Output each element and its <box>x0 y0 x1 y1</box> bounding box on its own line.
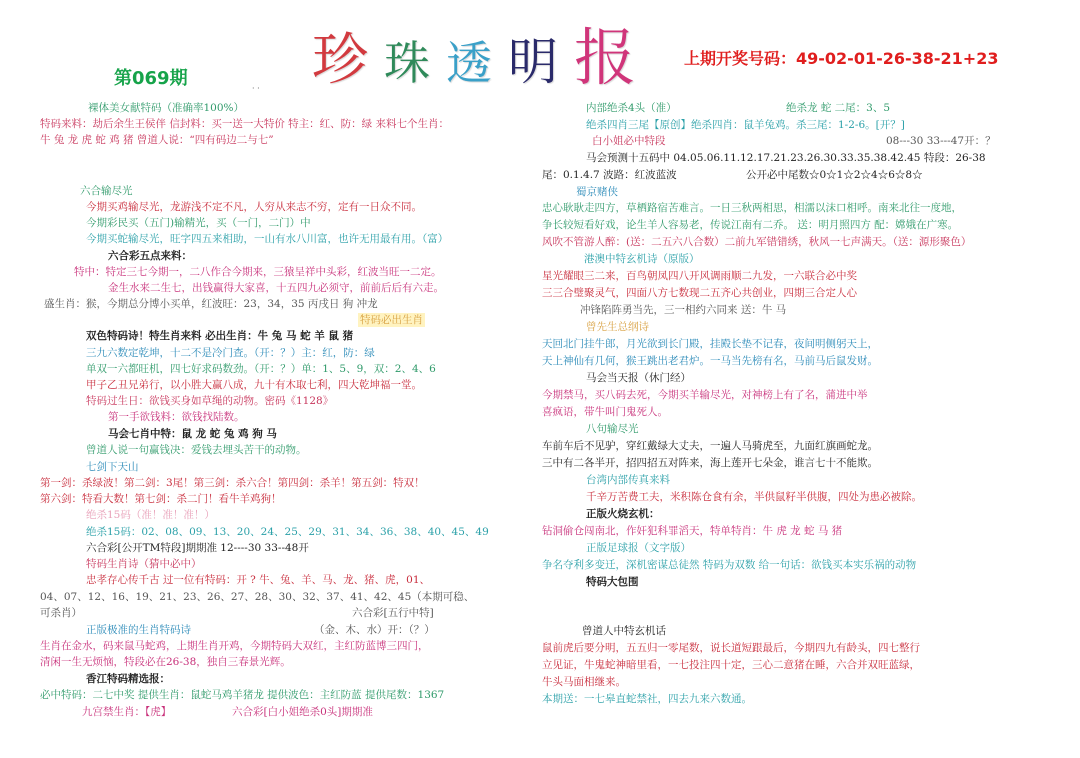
right-line-8: 争长较短看好戏，论生羊人容易老，传说江南有二乔。 送：明月照四方 配：嫦娥在广寒。 <box>542 219 959 231</box>
left-line-33: （金、木、水）开：（？） <box>314 624 435 636</box>
left-line-13: 双色特码诗！特生肖来料 必出生肖：牛 兔 马 蛇 羊 鼠 猪 <box>86 330 354 342</box>
right-line-18: 今期禁马，买八码去死，今期买羊输尽光，对神榜上有了名，蒲进中举 <box>542 389 868 401</box>
left-line-23: 第六剑：特看大数！第七剑：杀二门！看牛羊鸡狗！ <box>40 493 282 505</box>
title-char-1: 珍 <box>312 28 370 93</box>
right-line-4: 马会预测十五码中 04.05.06.11.12.17.21.23.26.30.33.35.38.42.45 特段：26-38 <box>586 152 986 164</box>
left-line-4: 六合输尽光 <box>80 185 133 197</box>
left-line-29: 04、07、12、16、19、21、23、26、27、28、30、32、37、41、42、45（本期可稳、 <box>40 591 475 603</box>
left-line-11: 盛生肖：猴，今期总分博小买单，红波旺：23，34，35 丙戌日 狗 冲龙 <box>44 298 378 310</box>
left-line-37: 必中特码：二七中奖 提供生肖：鼠蛇马鸡羊猪龙 提供波色：主红防蓝 提供尾数：1367 <box>40 689 445 701</box>
left-line-1: 裸体美女献特码（准确率100%） <box>88 102 245 114</box>
left-line-38: 九宫禁生肖：【虎】 <box>82 706 172 718</box>
right-line-3a: 白小姐必中特段 <box>592 135 666 147</box>
left-line-15: 单双一六都旺机，四七好求码数劲。（开：？）单：1、5、9，双：2、4、6 <box>86 363 436 375</box>
right-line-33: 牛头马面相继来。 <box>542 676 626 688</box>
left-line-6: 今期彩民买（五门)输精光，买（一门，二门）中 <box>86 217 311 229</box>
decorative-dots: · · <box>252 84 260 93</box>
last-draw-numbers: 上期开奖号码：49-02-01-26-38-21+23 <box>684 49 999 68</box>
right-line-25: 正版火烧玄机： <box>586 508 660 520</box>
right-line-7: 忠心耿耿走四方，草栖路宿苦难言。一日三秋两相思，相濡以沫口相呼。南来北往一度地， <box>542 202 962 214</box>
right-line-27: 正版足球报（文字版） <box>586 542 691 554</box>
left-line-2: 特码来料：劫后余生王侯伴 信封料：买一送一大特价 特主：红、防：绿 来料七个生肖： <box>40 118 450 130</box>
right-line-2: 绝杀四肖三尾【原创】绝杀四肖：鼠羊兔鸡。杀三尾：1-2-6。[开？] <box>586 119 905 131</box>
right-line-23: 台湾内部传真来料 <box>586 474 670 486</box>
left-line-30: 可杀肖） <box>40 607 82 619</box>
right-line-20: 八句输尽光 <box>586 423 639 435</box>
right-line-3b: 08---30 33---47开：？ <box>886 135 996 147</box>
left-line-12: 特码必出生肖 <box>360 314 423 326</box>
title-char-4: 明 <box>508 33 560 91</box>
left-line-3: 牛 兔 龙 虎 蛇 鸡 猪 曾道人说：“四有码边二与七” <box>40 134 274 146</box>
left-line-18: 第一手欲钱料：欲钱找陆数。 <box>108 411 245 423</box>
right-line-15: 天回北门挂牛郎，月光欲到长门殿，挂殿长垫不记春，夜间明侧躬天上， <box>542 338 878 350</box>
left-line-28: 忠孝存心传千古 过一位有特码：开 ? 牛、兔、羊、马、龙、猪、虎，01、 <box>86 574 431 586</box>
right-line-14: 曾先生总纲诗 <box>586 321 649 333</box>
right-line-34: 本期送：一七皋直蛇禁社，四去九来六数通。 <box>542 693 752 705</box>
title-char-3: 透 <box>446 36 494 90</box>
left-line-34: 生肖在金水，码来鼠马蛇鸡，上期生肖开鸡，今期特码大双红，主红防蓝博三四门， <box>40 640 429 652</box>
right-line-9: 风吹不管游人醉：(送：二五六八合数）二前九军错错绣，秋风一七声满天。（送：源形聚色） <box>542 236 972 248</box>
right-line-32: 立见证，牛鬼蛇神暗里看，一七投注四十定，三心二意猪在睡，六合并双旺蓝绿， <box>542 659 920 671</box>
right-line-5b: 公开必中尾数☆0☆1☆2☆4☆6☆8☆ <box>746 169 923 181</box>
left-line-32: 正版极准的生肖特码诗 <box>86 624 191 636</box>
newspaper-title <box>312 21 652 94</box>
left-line-22: 第一剑：杀绿波！第二剑：3尾！第三剑：杀六合！第四剑：杀羊！第五剑：特双！ <box>40 477 425 489</box>
left-line-8: 六合彩五点来料： <box>108 250 192 262</box>
left-line-31: 六合彩[五行中特] <box>352 607 434 619</box>
issue-number: 第069期 <box>114 68 188 89</box>
left-line-21: 七剑下天山 <box>86 461 139 473</box>
left-line-16: 甲子乙丑兄弟行，以小胜大赢八成，九十有木取七利，四大乾坤福一堂。 <box>86 379 422 391</box>
right-line-21: 车前车后不见驴，穿红戴绿大丈夫，一遍人马骑虎至，九面红旗画蛇龙。 <box>542 440 878 452</box>
right-line-13: 冲锋陷阵勇当先，三一相约六同来 送：牛 马 <box>580 304 787 316</box>
left-line-26: 六合彩[公开TM特段]期期准 12----30 33--48开 <box>86 542 309 554</box>
right-line-16: 天上神仙有几何，猴王跳出老君炉。一马当先榜有名，马前马后鼠发财。 <box>542 355 878 367</box>
right-line-30: 曾道人中特玄机话 <box>582 625 666 637</box>
left-line-19: 马会七肖中特：鼠 龙 蛇 兔 鸡 狗 马 <box>108 428 277 440</box>
right-line-5a: 尾：0.1.4.7 波路：红波蓝波 <box>542 169 677 181</box>
right-line-22: 三中有二各半开，招四招五对阵来，海上莲开七朵金，谁言七十不能欺。 <box>542 457 878 469</box>
left-line-9: 特中：特定三七今期一，二八作合今期来，三猿呈祥中头彩，红波当旺一二定。 <box>74 266 442 278</box>
right-line-1b: 绝杀龙 蛇 二尾：3、5 <box>786 102 891 114</box>
right-line-31: 鼠前虎后要分明，五五归一零尾数，说长道短跟最后，今期四九有龄头，四七整行 <box>542 642 920 654</box>
right-line-6: 蜀京赌侠 <box>576 186 618 198</box>
left-line-35: 清闲一生无烦恼，特段必在26-38，独自三春景光辉。 <box>40 656 291 668</box>
right-line-24: 千辛万苦费工夫，米积陈仓食有余，半供鼠籽半供腹，四处为患必被除。 <box>586 491 922 503</box>
right-line-19: 喜疯语，带牛叫门鬼死人。 <box>542 406 668 418</box>
left-line-7: 今期买蛇输尽光，旺字四五来相助，一山有水八川富，也许无用最有用。（富） <box>86 233 449 245</box>
right-line-28: 争名夺利多变迁，深机密谋总徒然 特码为双数 给一句话：欲钱买本实乐祸的动物 <box>542 559 917 571</box>
left-line-20: 曾道人说一句赢钱决：爱钱去埋头苦干的动物。 <box>86 444 307 456</box>
right-line-11: 星光耀眼三二来，百鸟朝凤四八开风调雨顺二九发，一六联合必中奖 <box>542 270 857 282</box>
left-line-5: 今期买鸡输尽光，龙游浅不定不凡，人穷从来志不穷，定有一日众不同。 <box>86 201 422 213</box>
right-line-1a: 内部绝杀4头（准） <box>586 102 677 114</box>
right-line-29: 特码大包围 <box>586 576 639 588</box>
left-line-25: 绝杀15码：02、08、09、13、20、24、25、29、31、34、36、38、40、45、49 <box>86 526 489 538</box>
title-char-2: 珠 <box>384 36 432 90</box>
left-line-36: 香江特码精选报： <box>86 673 170 685</box>
left-line-39: 六合彩[白小姐绝杀0头]期期准 <box>232 706 373 718</box>
title-char-5: 报 <box>574 21 639 94</box>
right-line-26: 钻洞偷仓闯南北，作奸犯科罪滔天，特单特肖：牛 虎 龙 蛇 马 猪 <box>542 525 843 537</box>
left-line-10: 金生水来二生七，出钱赢得大家喜，十五四九必须守，前前后后有六走。 <box>108 282 444 294</box>
right-line-12: 三三合璧聚灵气，四面八方七数现二五齐心共创业，四期三合定人心 <box>542 287 857 299</box>
right-line-17: 马会当天报（休门经） <box>586 372 691 384</box>
right-line-10: 港澳中特玄机诗（原版） <box>584 253 700 265</box>
left-line-17: 特码过生日：欲钱买身如草绳的动物。密码《1128》 <box>86 395 334 407</box>
left-line-24: 绝杀15码（准！准！准！） <box>86 509 215 521</box>
left-line-27: 特码生肖诗（猜中必中） <box>86 558 202 570</box>
left-line-14: 三九六数定乾坤，十二不是冷门查。（开：？）主：红，防：绿 <box>86 347 375 359</box>
